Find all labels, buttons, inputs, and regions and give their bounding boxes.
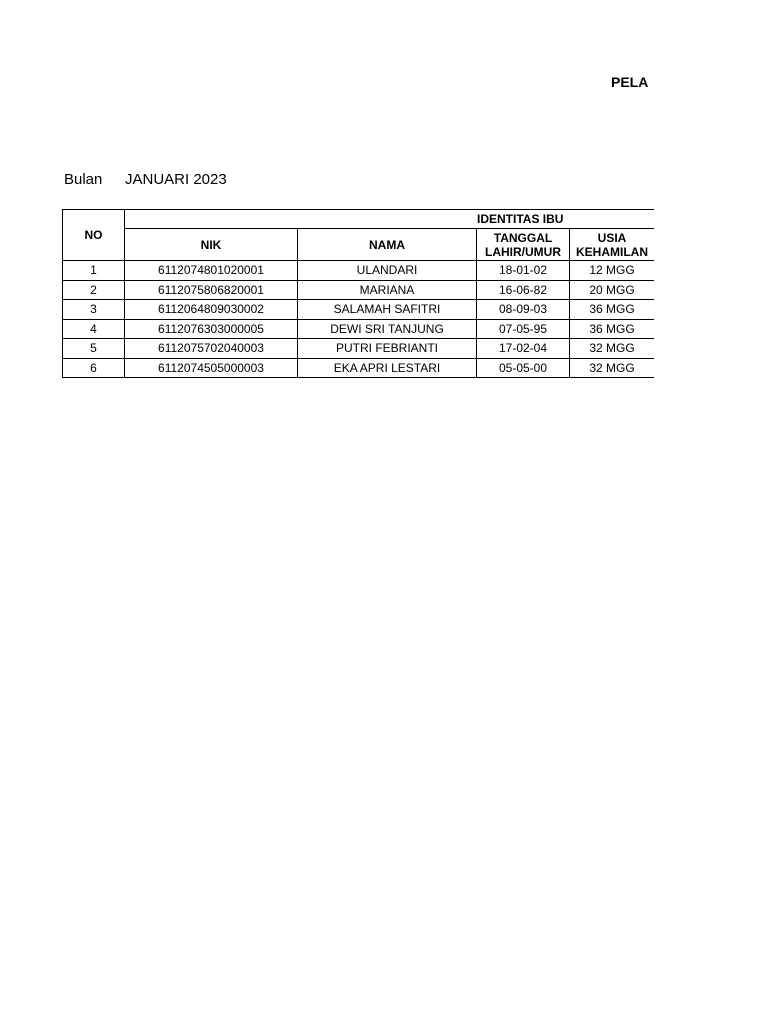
cell-nik: 6112074505000003 bbox=[125, 358, 298, 378]
cell-nik: 6112074801020001 bbox=[125, 261, 298, 281]
header-no: NO bbox=[63, 210, 125, 261]
table-row bbox=[63, 300, 655, 320]
table-header-row bbox=[63, 210, 655, 229]
cell-nik: 6112064809030002 bbox=[125, 300, 298, 320]
cell-tanggal: 05-05-00 bbox=[477, 358, 570, 378]
cell-nama: ULANDARI bbox=[298, 261, 477, 281]
cell-usia: 20 MGG bbox=[570, 280, 655, 300]
table-row bbox=[63, 358, 655, 378]
cell-no: 2 bbox=[63, 280, 125, 300]
table-subheader-row bbox=[63, 229, 655, 261]
cell-nama: SALAMAH SAFITRI bbox=[298, 300, 477, 320]
cell-tanggal: 18-01-02 bbox=[477, 261, 570, 281]
header-nama: NAMA bbox=[298, 229, 477, 261]
cell-no: 1 bbox=[63, 261, 125, 281]
cell-tanggal: 16-06-82 bbox=[477, 280, 570, 300]
cell-no: 5 bbox=[63, 339, 125, 359]
header-nik: NIK bbox=[125, 229, 298, 261]
period-label: Bulan bbox=[64, 171, 103, 188]
table-viewport bbox=[62, 209, 654, 381]
cell-no: 3 bbox=[63, 300, 125, 320]
cell-tanggal: 08-09-03 bbox=[477, 300, 570, 320]
header-identitas-ibu: IDENTITAS IBU bbox=[125, 210, 655, 229]
cell-usia: 12 MGG bbox=[570, 261, 655, 281]
header-tanggal-line2: LAHIR/UMUR bbox=[485, 244, 561, 259]
cell-nama: DEWI SRI TANJUNG bbox=[298, 319, 477, 339]
cell-usia: 32 MGG bbox=[570, 358, 655, 378]
header-usia-line2: KEHAMILAN bbox=[576, 244, 648, 259]
header-tanggal-line1: TANGGAL bbox=[493, 230, 553, 245]
header-usia-line1: USIA bbox=[597, 230, 627, 245]
table-row bbox=[63, 339, 655, 359]
cell-nama: EKA APRI LESTARI bbox=[298, 358, 477, 378]
cell-nama: PUTRI FEBRIANTI bbox=[298, 339, 477, 359]
data-table bbox=[62, 209, 654, 378]
header-tanggal-lahir bbox=[477, 229, 570, 261]
page-title: PELA bbox=[611, 74, 649, 90]
cell-nama: MARIANA bbox=[298, 280, 477, 300]
cell-nik: 6112076303000005 bbox=[125, 319, 298, 339]
cell-usia: 32 MGG bbox=[570, 339, 655, 359]
cell-usia: 36 MGG bbox=[570, 300, 655, 320]
table-row bbox=[63, 319, 655, 339]
cell-no: 4 bbox=[63, 319, 125, 339]
cell-no: 6 bbox=[63, 358, 125, 378]
cell-nik: 6112075702040003 bbox=[125, 339, 298, 359]
period-value: JANUARI 2023 bbox=[125, 171, 227, 188]
header-usia-kehamilan bbox=[570, 229, 655, 261]
cell-tanggal: 17-02-04 bbox=[477, 339, 570, 359]
table-row bbox=[63, 280, 655, 300]
cell-usia: 36 MGG bbox=[570, 319, 655, 339]
cell-nik: 6112075806820001 bbox=[125, 280, 298, 300]
cell-tanggal: 07-05-95 bbox=[477, 319, 570, 339]
table-row bbox=[63, 261, 655, 281]
